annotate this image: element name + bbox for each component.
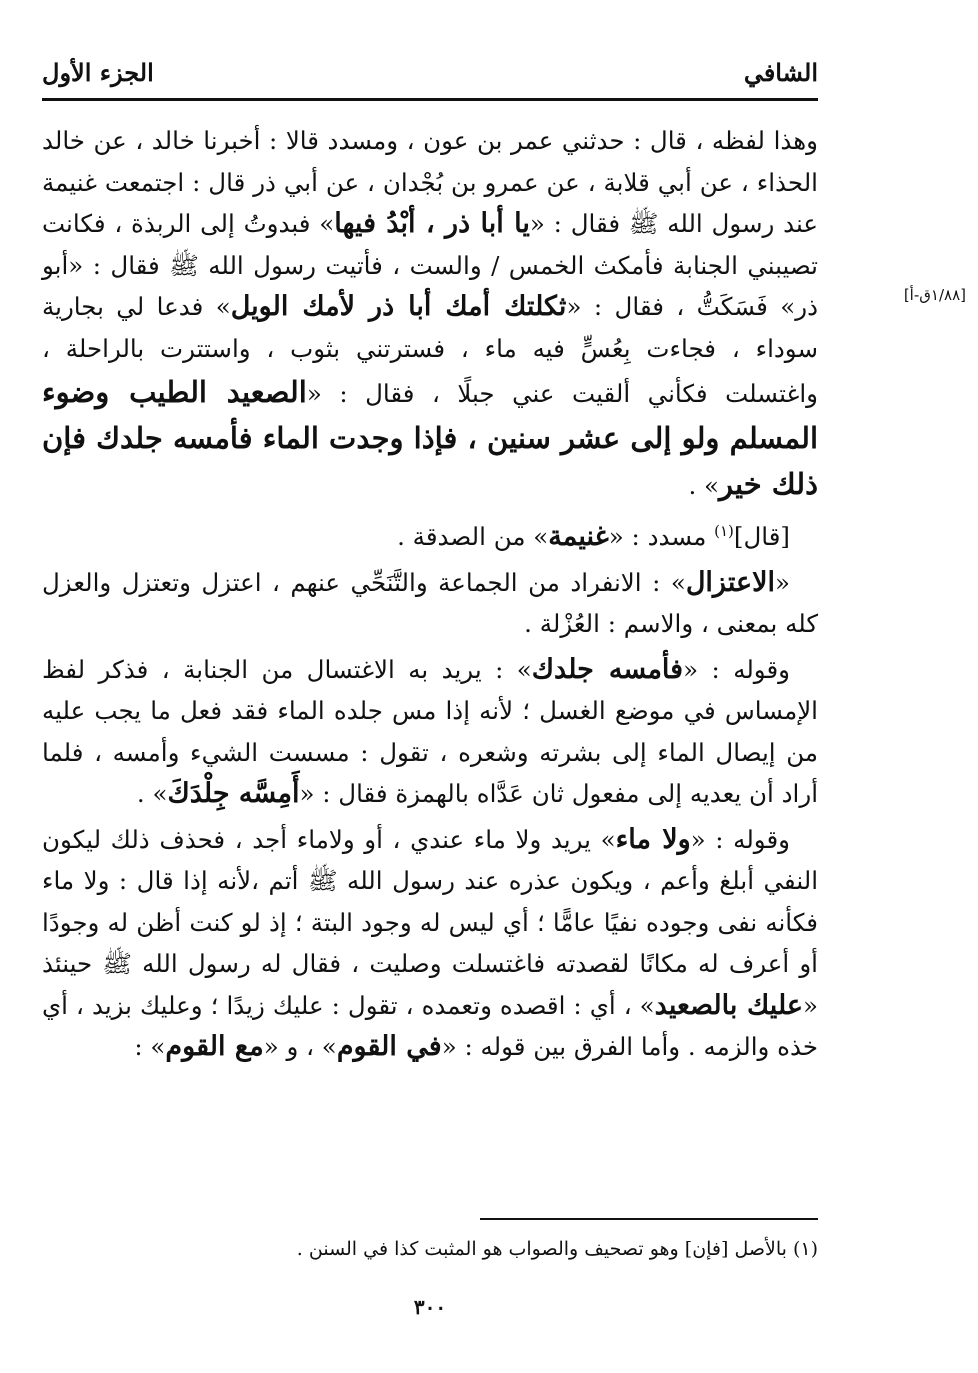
- text-run: » : الانفراد من الجماعة والتَّنَحِّي عنهم ، اعتزل وتعتزل والعزل كله بمعنى ، والاسم : العُزْلة .: [42, 567, 818, 639]
- text-run: وقوله : «: [683, 654, 790, 684]
- paragraph: [42, 120, 818, 507]
- page-number: ٣٠٠: [413, 1295, 447, 1319]
- hadith-highlight: غنيمة: [548, 521, 609, 553]
- text-run: وهذا لفظه ، قال : حدثني عمر بن عون ، ومسدد قالا : أخبرنا خالد ، عن خالد الحذاء ، عن أبي قلابة ، عن عمرو بن بُجْدان ، عن أبي ذر قال : اجتمعت غنيمة عند رسول الله ﷺ فقال : «: [42, 126, 818, 238]
- hadith-highlight: عليك بالصعيد: [654, 989, 803, 1021]
- main-text: [42, 120, 818, 1072]
- text-run: [قال]: [733, 522, 790, 552]
- text-run: مسدد : «: [608, 522, 715, 552]
- footnote: (١) بالأصل [فإن] وهو تصحيف والصواب هو المثبت كذا في السنن .: [296, 1238, 818, 1260]
- book-title: الشافي: [743, 58, 818, 87]
- text-run: » :: [134, 1032, 166, 1062]
- text-run: » ، أي : اقصده وتعمده ، تقول : عليك زيدًا ؛ وعليك بزيد ، أي خذه والزمه . وأما الفرق بين قوله : «: [42, 990, 818, 1062]
- text-run: » يريد ولا ماء عندي ، أو ولاماء أجد ، فحذف ذلك ليكون النفي أبلغ وأعم ، ويكون عذره عند رسول الله ﷺ أتم ،لأنه إذا قال : ولا ماء فكأنه نفى وجوده نفيًا عامًّا ؛ أي ليس له وجود البتة ؛ إذ لو كنت أظن له وجودًا أو أعرف له مكانًا لقصدته فاغتسلت وصليت ، فقال له رسول الله ﷺ حينئذ «: [42, 824, 818, 1020]
- text-run: » من الصدقة .: [397, 522, 549, 552]
- footnote-divider: [480, 1218, 818, 1220]
- text-run: » : يريد به الاغتسال من الجنابة ، فذكر لفظ الإمساس في موضع الغسل ؛ لأنه إذا مس جلده الماء فقد فعل ما يجب عليه من إيصال الماء إلى بشرته وشعره ، تقول : مسست الشيء وأمسه ، فلما أراد أن يعديه إلى مفعول ثان عَدَّاه بالهمزة فقال : «: [42, 654, 818, 809]
- hadith-highlight: ولا ماء: [615, 823, 691, 855]
- hadith-highlight: في القوم: [336, 1031, 442, 1063]
- hadith-highlight: ثكلتك أمك أبا ذر لأمك الويل: [230, 291, 567, 322]
- hadith-highlight: أَمِسَّه جِلْدَكَ: [167, 778, 300, 810]
- hadith-highlight: فأمسه جلدك: [531, 653, 684, 685]
- volume-label: الجزء الأول: [42, 58, 154, 87]
- text-run: » ، و «: [263, 1032, 337, 1062]
- paragraph: [42, 649, 818, 815]
- text-run: » فبدوتُ إلى الربذة ، فكانت تصيبني الجنابة فأمكث الخمس / والست ، فأتيت رسول الله ﷺ فقال : «أبو ذر» فَسَكَتُّ ، فقال : «: [42, 209, 818, 321]
- hadith-highlight: مع القوم: [165, 1031, 264, 1063]
- paragraph: [42, 562, 818, 645]
- hadith-highlight: الصعيد الطيب وضوء المسلم ولو إلى عشر سنين ، فإذا وجدت الماء فأمسه جلدك فإن ذلك خير: [42, 375, 818, 501]
- margin-manuscript-ref: [١/٨٨ق-أ]: [903, 286, 966, 304]
- text-run: وقوله : «: [690, 824, 790, 854]
- hadith-highlight: الاعتزال: [685, 566, 775, 598]
- paragraph: [42, 511, 818, 558]
- hadith-highlight: يا أبا ذر ، أبْدُ فيها: [334, 208, 530, 239]
- text-run: » .: [688, 471, 720, 500]
- paragraph: [42, 819, 818, 1068]
- text-run: » فدعا لي بجارية سوداء ، فجاءت بِعُسٍّ فيه ماء ، فسترتني بثوب ، واستترت بالراحلة ، واغتسلت فكأني ألقيت عني جبلًا ، فقال : «: [42, 292, 818, 408]
- text-run: «: [775, 567, 790, 597]
- text-run: » .: [136, 779, 168, 809]
- running-header: [42, 48, 818, 101]
- footnote-ref: (١): [714, 522, 734, 540]
